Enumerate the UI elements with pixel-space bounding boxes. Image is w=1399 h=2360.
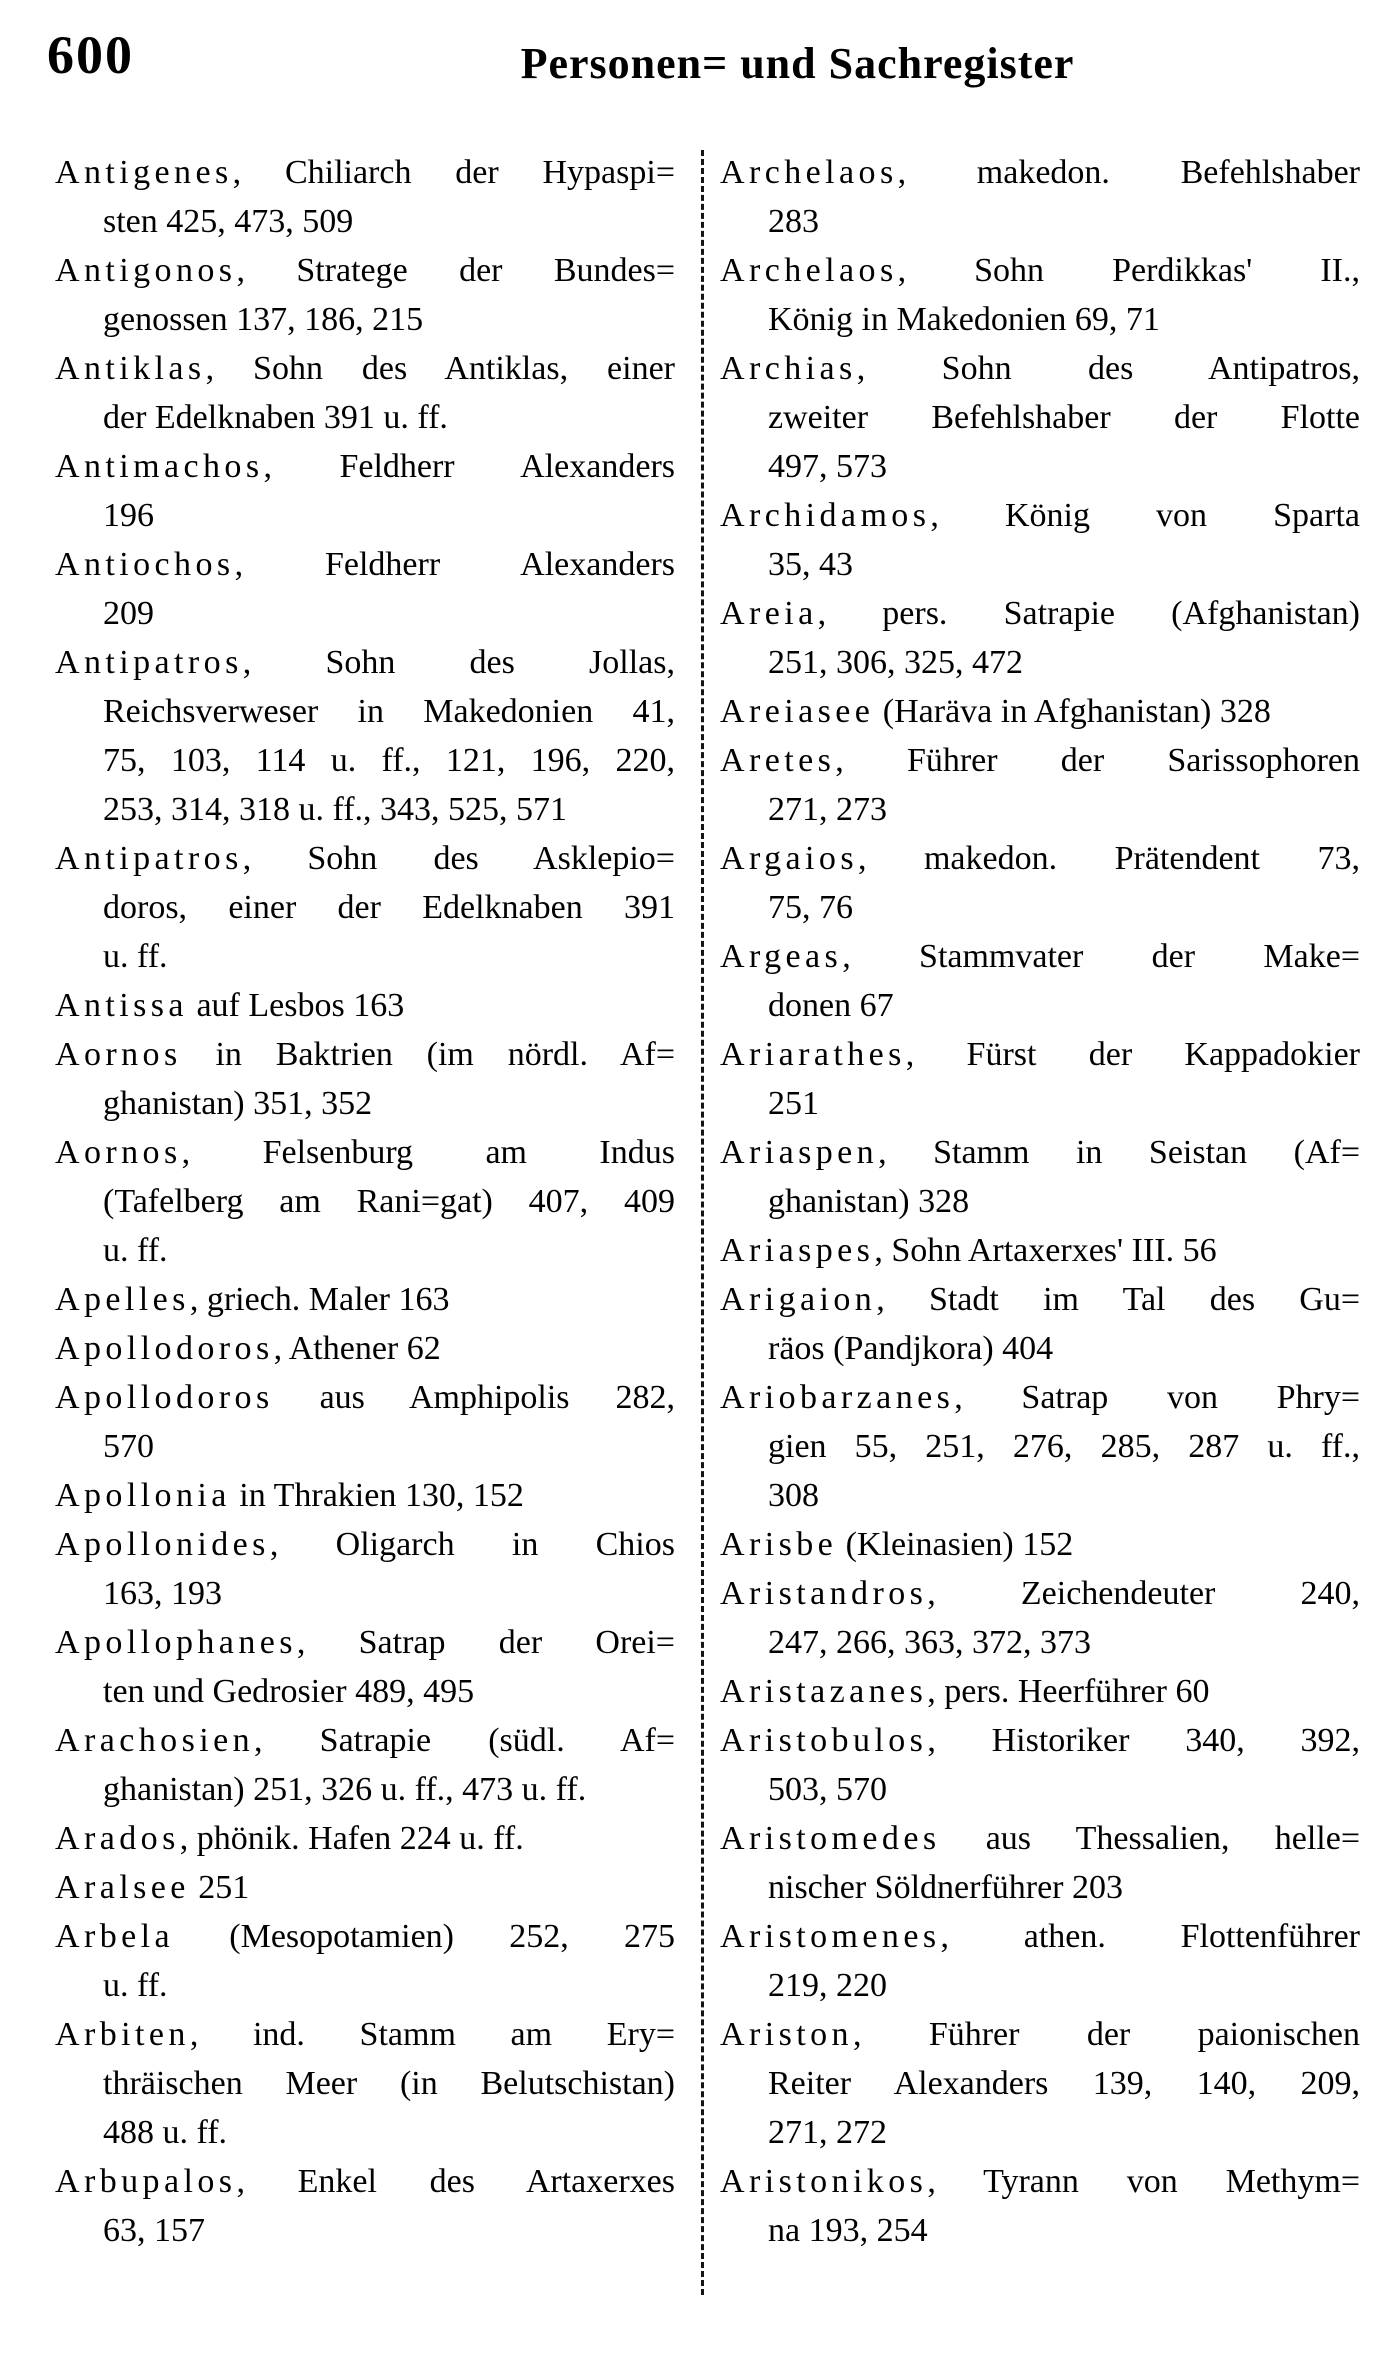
- entry-headword: Archidamos: [720, 497, 931, 534]
- entry-continuation-line: 163, 193: [103, 1575, 222, 1612]
- entry-headword: Antipatros: [55, 840, 243, 877]
- entry-first-line: Antiklas, Sohn des Antiklas, einer: [55, 350, 675, 387]
- index-entry: [720, 1128, 1360, 1226]
- index-entry: [55, 1912, 675, 2010]
- entry-continuation-line: 75, 76: [768, 889, 853, 926]
- entry-continuation-line: 488 u. ff.: [103, 2114, 228, 2151]
- entry-first-line: Aornos in Baktrien (im nördl. Af=: [55, 1036, 675, 1073]
- entry-headword: Apollodoros: [55, 1330, 274, 1367]
- entry-headword: Apollophanes: [55, 1624, 297, 1661]
- index-columns: [55, 148, 1360, 2255]
- entry-first-line: Ariarathes, Fürst der Kappadokier: [720, 1036, 1360, 1073]
- entry-headword: Aristomedes: [720, 1820, 941, 1857]
- index-entry: [720, 148, 1360, 246]
- entry-continuation-line: donen 67: [768, 987, 894, 1024]
- page-number: 600: [47, 25, 134, 85]
- entry-first-line: Antipatros, Sohn des Jollas,: [55, 644, 675, 681]
- entry-first-line: Antissa auf Lesbos 163: [55, 987, 405, 1024]
- entry-first-line: Apollodoros aus Amphipolis 282,: [55, 1379, 675, 1416]
- entry-first-line: Arbupalos, Enkel des Artaxerxes: [55, 2163, 675, 2200]
- entry-continuation-line: 219, 220: [768, 1967, 887, 2004]
- entry-headword: Areiasee: [720, 693, 875, 730]
- index-entry: [55, 1618, 675, 1716]
- entry-continuation-line: 196: [103, 497, 154, 534]
- index-entry: [720, 1275, 1360, 1373]
- entry-first-line: Aristomedes aus Thessalien, helle=: [720, 1820, 1360, 1857]
- entry-headword: Arigaion: [720, 1281, 877, 1318]
- index-entry: [55, 1520, 675, 1618]
- entry-first-line: Arbela (Mesopotamien) 252, 275: [55, 1918, 675, 1955]
- entry-first-line: Arbiten, ind. Stamm am Ery=: [55, 2016, 675, 2053]
- index-entry: [55, 1471, 675, 1520]
- entry-headword: Aralsee: [55, 1869, 190, 1906]
- entry-first-line: Archias, Sohn des Antipatros,: [720, 350, 1360, 387]
- entry-continuation-line: thräischen Meer (in Belutschistan): [103, 2065, 675, 2102]
- entry-headword: Apelles: [55, 1281, 190, 1318]
- entry-headword: Antissa: [55, 987, 188, 1024]
- entry-continuation-line: sten 425, 473, 509: [103, 203, 354, 240]
- index-entry: [720, 1814, 1360, 1912]
- entry-first-line: Ariobarzanes, Satrap von Phry=: [720, 1379, 1360, 1416]
- index-entry: [720, 2010, 1360, 2157]
- index-entry: [55, 148, 675, 246]
- index-entry: [720, 1373, 1360, 1520]
- entry-headword: Archias: [720, 350, 857, 387]
- index-entry: [720, 1569, 1360, 1667]
- entry-headword: Aristonikos: [720, 2163, 928, 2200]
- entry-continuation-line: der Edelknaben 391 u. ff.: [103, 399, 448, 436]
- entry-continuation-line: Reiter Alexanders 139, 140, 209,: [768, 2065, 1360, 2102]
- index-entry: [720, 1226, 1360, 1275]
- entry-continuation-line: (Tafelberg am Rani=gat) 407, 409: [103, 1183, 675, 1220]
- entry-first-line: Ariston, Führer der paionischen: [720, 2016, 1360, 2053]
- index-entry: [55, 1863, 675, 1912]
- entry-first-line: Arigaion, Stadt im Tal des Gu=: [720, 1281, 1360, 1318]
- index-entry: [55, 1030, 675, 1128]
- index-entry: [55, 1373, 675, 1471]
- entry-headword: Antiklas: [55, 350, 206, 387]
- index-entry: [55, 1716, 675, 1814]
- index-entry: [720, 246, 1360, 344]
- index-entry: [55, 1275, 675, 1324]
- entry-first-line: Areiasee (Haräva in Afghanistan) 328: [720, 693, 1271, 730]
- entry-headword: Archelaos: [720, 154, 898, 191]
- entry-headword: Aornos: [55, 1036, 182, 1073]
- index-entry: [55, 2010, 675, 2157]
- entry-continuation-line: genossen 137, 186, 215: [103, 301, 424, 338]
- entry-continuation-line: 209: [103, 595, 154, 632]
- entry-headword: Aretes: [720, 742, 836, 779]
- index-entry: [55, 1128, 675, 1275]
- index-entry: [720, 344, 1360, 491]
- index-entry: [720, 2157, 1360, 2255]
- entry-continuation-line: na 193, 254: [768, 2212, 928, 2249]
- entry-continuation-line: räos (Pandjkora) 404: [768, 1330, 1054, 1367]
- index-entry: [720, 1667, 1360, 1716]
- entry-headword: Antiochos: [55, 546, 235, 583]
- entry-first-line: Aretes, Führer der Sarissophoren: [720, 742, 1360, 779]
- entry-first-line: Archelaos, makedon. Befehlshaber: [720, 154, 1360, 191]
- entry-first-line: Ariaspes, Sohn Artaxerxes' III. 56: [720, 1232, 1217, 1269]
- entry-headword: Arisbe: [720, 1526, 838, 1563]
- entry-first-line: Antipatros, Sohn des Asklepio=: [55, 840, 675, 877]
- entry-first-line: Antiochos, Feldherr Alexanders: [55, 546, 675, 583]
- entry-first-line: Archelaos, Sohn Perdikkas' II.,: [720, 252, 1360, 289]
- entry-headword: Antigenes: [55, 154, 233, 191]
- entry-headword: Argaios: [720, 840, 858, 877]
- index-entry: [720, 1520, 1360, 1569]
- index-entry: [720, 1716, 1360, 1814]
- entry-headword: Archelaos: [720, 252, 898, 289]
- entry-headword: Antigonos: [55, 252, 237, 289]
- entry-first-line: Apelles, griech. Maler 163: [55, 1281, 450, 1318]
- entry-continuation-line: 271, 272: [768, 2114, 887, 2151]
- entry-continuation-line: ghanistan) 351, 352: [103, 1085, 373, 1122]
- entry-continuation-line: 503, 570: [768, 1771, 887, 1808]
- entry-first-line: Antigenes, Chiliarch der Hypaspi=: [55, 154, 675, 191]
- entry-continuation-line: nischer Söldnerführer 203: [768, 1869, 1124, 1906]
- entry-continuation-line: König in Makedonien 69, 71: [768, 301, 1160, 338]
- entry-headword: Areia: [720, 595, 818, 632]
- index-entry: [720, 491, 1360, 589]
- column-gap: [675, 148, 720, 2255]
- entry-continuation-line: zweiter Befehlshaber der Flotte: [768, 399, 1360, 436]
- entry-first-line: Aornos, Felsenburg am Indus: [55, 1134, 675, 1171]
- entry-headword: Ariston: [720, 2016, 853, 2053]
- entry-headword: Aristandros: [720, 1575, 928, 1612]
- index-entry: [720, 834, 1360, 932]
- entry-headword: Aristazanes: [720, 1673, 928, 1710]
- entry-headword: Aristomenes: [720, 1918, 941, 1955]
- entry-headword: Apollonides: [55, 1526, 270, 1563]
- entry-continuation-line: u. ff.: [103, 1232, 168, 1269]
- entry-continuation-line: 63, 157: [103, 2212, 205, 2249]
- entry-first-line: Apollonia in Thrakien 130, 152: [55, 1477, 524, 1514]
- index-entry: [55, 981, 675, 1030]
- entry-continuation-line: 271, 273: [768, 791, 887, 828]
- entry-first-line: Apollophanes, Satrap der Orei=: [55, 1624, 675, 1661]
- entry-headword: Antimachos: [55, 448, 264, 485]
- entry-continuation-line: ghanistan) 328: [768, 1183, 970, 1220]
- entry-continuation-line: 35, 43: [768, 546, 853, 583]
- entry-first-line: Archidamos, König von Sparta: [720, 497, 1360, 534]
- index-entry: [55, 344, 675, 442]
- entry-continuation-line: u. ff.: [103, 1967, 168, 2004]
- entry-headword: Apollodoros: [55, 1379, 274, 1416]
- entry-first-line: Argeas, Stammvater der Make=: [720, 938, 1360, 975]
- entry-first-line: Arados, phönik. Hafen 224 u. ff.: [55, 1820, 524, 1857]
- entry-continuation-line: Reichsverweser in Makedonien 41,: [103, 693, 675, 730]
- entry-continuation-line: ghanistan) 251, 326 u. ff., 473 u. ff.: [103, 1771, 587, 1808]
- entry-headword: Apollonia: [55, 1477, 231, 1514]
- index-entry: [55, 638, 675, 834]
- entry-first-line: Apollodoros, Athener 62: [55, 1330, 441, 1367]
- index-entry: [55, 246, 675, 344]
- entry-first-line: Aristonikos, Tyrann von Methym=: [720, 2163, 1360, 2200]
- entry-headword: Ariarathes: [720, 1036, 906, 1073]
- entry-headword: Arbupalos: [55, 2163, 237, 2200]
- entry-first-line: Aristandros, Zeichendeuter 240,: [720, 1575, 1360, 1612]
- index-entry: [55, 834, 675, 981]
- entry-headword: Arados: [55, 1820, 180, 1857]
- entry-first-line: Aralsee 251: [55, 1869, 250, 1906]
- entry-continuation-line: 283: [768, 203, 819, 240]
- index-entry: [55, 2157, 675, 2255]
- entry-headword: Ariaspen: [720, 1134, 879, 1171]
- entry-continuation-line: 247, 266, 363, 372, 373: [768, 1624, 1091, 1661]
- index-entry: [720, 589, 1360, 687]
- entry-continuation-line: 308: [768, 1477, 819, 1514]
- entry-continuation-line: 497, 573: [768, 448, 887, 485]
- entry-headword: Arachosien: [55, 1722, 255, 1759]
- entry-first-line: Argaios, makedon. Prätendent 73,: [720, 840, 1360, 877]
- entry-headword: Aristobulos: [720, 1722, 928, 1759]
- right-column: [720, 148, 1360, 2255]
- entry-first-line: Antimachos, Feldherr Alexanders: [55, 448, 675, 485]
- entry-continuation-line: ten und Gedrosier 489, 495: [103, 1673, 475, 1710]
- entry-headword: Arbela: [55, 1918, 175, 1955]
- index-entry: [720, 736, 1360, 834]
- entry-headword: Ariaspes: [720, 1232, 875, 1269]
- entry-continuation-line: u. ff.: [103, 938, 168, 975]
- index-entry: [720, 1030, 1360, 1128]
- index-entry: [55, 442, 675, 540]
- index-entry: [720, 687, 1360, 736]
- entry-headword: Antipatros: [55, 644, 243, 681]
- entry-continuation-line: 251, 306, 325, 472: [768, 644, 1023, 681]
- entry-first-line: Aristomenes, athen. Flottenführer: [720, 1918, 1360, 1955]
- entry-headword: Ariobarzanes: [720, 1379, 955, 1416]
- index-entry: [720, 1912, 1360, 2010]
- entry-headword: Arbiten: [55, 2016, 190, 2053]
- entry-continuation-line: doros, einer der Edelknaben 391: [103, 889, 675, 926]
- entry-continuation-line: 75, 103, 114 u. ff., 121, 196, 220,: [103, 742, 675, 779]
- entry-continuation-line: 251: [768, 1085, 819, 1122]
- index-entry: [720, 932, 1360, 1030]
- entry-first-line: Arachosien, Satrapie (südl. Af=: [55, 1722, 675, 1759]
- entry-continuation-line: 570: [103, 1428, 154, 1465]
- entry-continuation-line: 253, 314, 318 u. ff., 343, 525, 571: [103, 791, 568, 828]
- index-entry: [55, 1814, 675, 1863]
- entry-first-line: Ariaspen, Stamm in Seistan (Af=: [720, 1134, 1360, 1171]
- entry-continuation-line: gien 55, 251, 276, 285, 287 u. ff.,: [768, 1428, 1360, 1465]
- entry-first-line: Apollonides, Oligarch in Chios: [55, 1526, 675, 1563]
- entry-headword: Aornos: [55, 1134, 182, 1171]
- entry-headword: Argeas: [720, 938, 843, 975]
- entry-first-line: Areia, pers. Satrapie (Afghanistan): [720, 595, 1360, 632]
- index-entry: [55, 1324, 675, 1373]
- entry-first-line: Arisbe (Kleinasien) 152: [720, 1526, 1074, 1563]
- index-entry: [55, 540, 675, 638]
- entry-first-line: Aristazanes, pers. Heerführer 60: [720, 1673, 1210, 1710]
- left-column: [55, 148, 675, 2255]
- running-title: Personen= und Sachregister: [520, 39, 1075, 88]
- entry-first-line: Antigonos, Stratege der Bundes=: [55, 252, 675, 289]
- entry-first-line: Aristobulos, Historiker 340, 392,: [720, 1722, 1360, 1759]
